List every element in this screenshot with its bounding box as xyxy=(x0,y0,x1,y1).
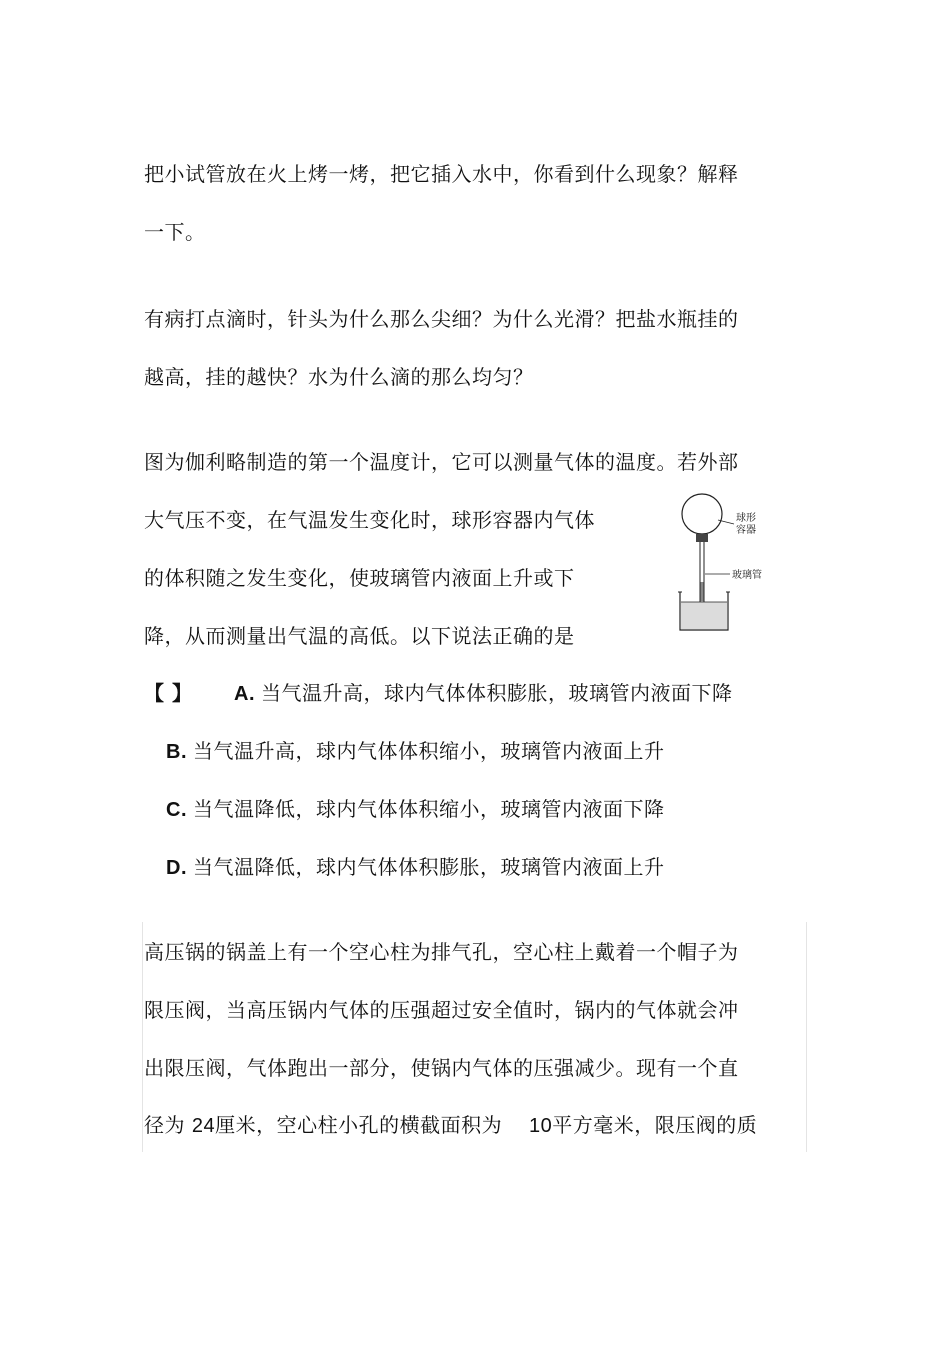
q4-line-4-part-b: 厘米，空心柱小孔的横截面积为 xyxy=(215,1113,503,1137)
q3-option-d xyxy=(166,853,665,882)
q1-line-2: 一下。 xyxy=(144,220,206,244)
q3-line-4: 降，从而测量出气温的高低。以下说法正确的是 xyxy=(144,624,575,648)
label-bulb-1: 球形 xyxy=(736,513,756,524)
q3-line-1: 图为伽利略制造的第一个温度计，它可以测量气体的温度。若外部 xyxy=(144,450,739,474)
option-text-d: 当气温降低，球内气体体积膨胀，玻璃管内液面上升 xyxy=(193,855,665,879)
answer-bracket: 【 】 xyxy=(144,681,193,705)
stopper-shape xyxy=(696,534,708,542)
bulb-shape xyxy=(682,494,722,534)
label-bulb-2: 容器 xyxy=(736,525,756,536)
q3-option-c xyxy=(166,795,665,824)
tube-liquid-column xyxy=(701,582,704,602)
option-text-a: 当气温升高，球内气体体积膨胀，玻璃管内液面下降 xyxy=(261,681,733,705)
thermometer-figure xyxy=(672,490,782,632)
q3-line-3: 的体积随之发生变化，使玻璃管内液面上升或下 xyxy=(144,566,575,590)
q4-line-4 xyxy=(144,1111,757,1140)
option-letter-a: A. xyxy=(234,683,255,705)
option-text-c: 当气温降低，球内气体体积缩小，玻璃管内液面下降 xyxy=(193,797,665,821)
q3-line-2: 大气压不变，在气温发生变化时，球形容器内气体 xyxy=(144,508,595,532)
q4-line-2: 限压阀，当高压锅内气体的压强超过安全值时，锅内的气体就会冲 xyxy=(144,998,739,1022)
option-letter-b: B. xyxy=(166,741,187,763)
q4-diameter-value: 24 xyxy=(191,1115,216,1137)
q3-option-b xyxy=(166,737,665,766)
option-letter-d: D. xyxy=(166,857,187,879)
q4-line-4-part-c: 平方毫米，限压阀的质 xyxy=(552,1113,758,1137)
q4-line-3: 出限压阀，气体跑出一部分，使锅内气体的压强减少。现有一个直 xyxy=(144,1056,739,1080)
q2-line-1: 有病打点滴时，针头为什么那么尖细？为什么光滑？把盐水瓶挂的 xyxy=(144,307,739,331)
q4-line-1: 高压锅的锅盖上有一个空心柱为排气孔，空心柱上戴着一个帽子为 xyxy=(144,940,739,964)
label-tube: 玻璃管 xyxy=(732,570,762,581)
q3-option-a xyxy=(144,679,733,708)
q2-line-2: 越高，挂的越快？水为什么滴的那么均匀？ xyxy=(144,365,534,389)
liquid-shape xyxy=(681,602,727,629)
q4-line-4-part-a: 径为 xyxy=(144,1113,185,1137)
q4-area-value: 10 xyxy=(528,1115,553,1137)
frame-right-border xyxy=(806,922,807,1152)
q1-line-1: 把小试管放在火上烤一烤，把它插入水中，你看到什么现象？解释 xyxy=(144,162,739,186)
option-text-b: 当气温升高，球内气体体积缩小，玻璃管内液面上升 xyxy=(193,739,665,763)
option-letter-c: C. xyxy=(166,799,187,821)
frame-left-border xyxy=(142,922,143,1152)
